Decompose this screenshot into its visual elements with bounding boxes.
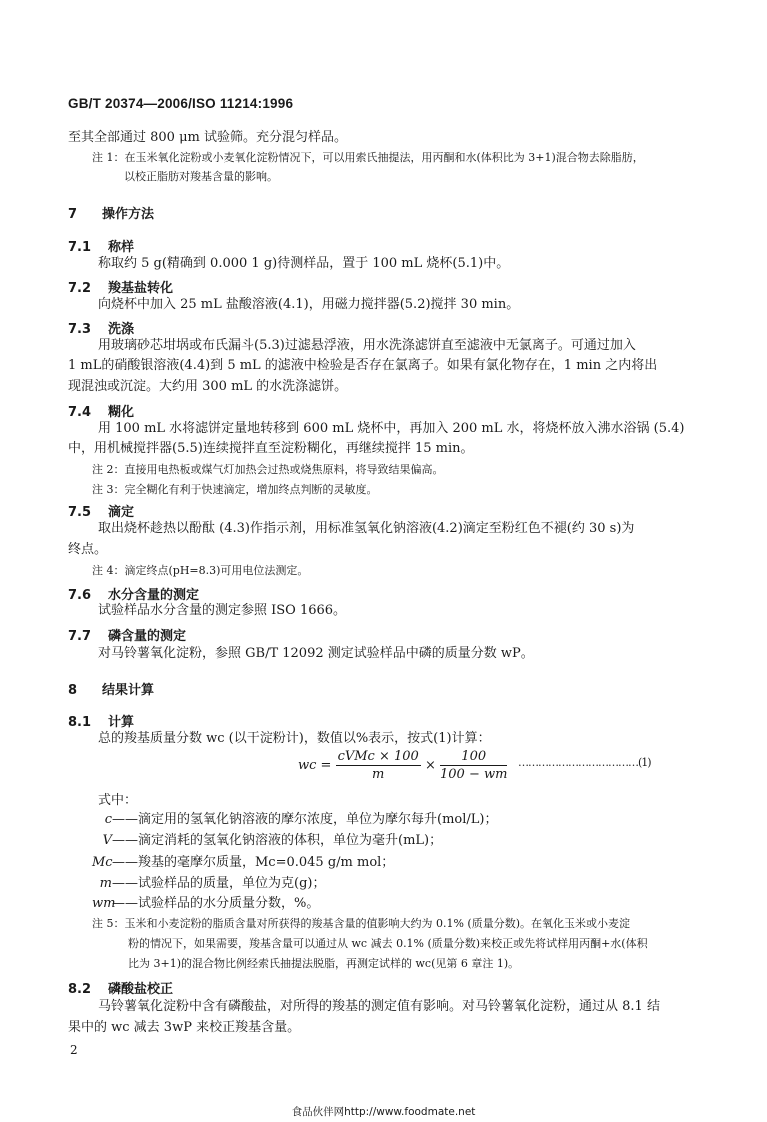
section-8-title: 结果计算 [102, 683, 155, 698]
formula-fraction-1-denominator: m [372, 767, 385, 782]
formula-1-equation-number: ………………………………(1) [518, 756, 651, 769]
standard-number-header: GB/T 20374—2006/ISO 11214:1996 [68, 96, 294, 111]
definition-c-symbol: c [104, 812, 112, 827]
section-7-3-heading [68, 318, 134, 337]
section-7-7-number: 7.7 [68, 629, 92, 644]
section-7-7-heading [68, 625, 186, 644]
section-7-3-line-3: 现混浊或沉淀。大约用 300 mL 的水洗涤滤饼。 [68, 379, 348, 394]
section-7-2-number: 7.2 [68, 281, 92, 296]
section-7-4-number: 7.4 [68, 405, 92, 420]
section-7-2-heading [68, 277, 173, 296]
section-7-title: 操作方法 [102, 207, 155, 222]
definition-wm [92, 894, 319, 914]
section-7-3-number: 7.3 [68, 322, 92, 337]
formula-fraction-1 [336, 749, 421, 782]
formula-fraction-2-numerator: 100 [440, 749, 507, 766]
section-7-4-heading [68, 401, 134, 420]
section-7-4-line-2: 中，用机械搅拌器(5.5)连续搅拌直至淀粉糊化，再继续搅拌 15 min。 [68, 441, 474, 456]
section-7-heading [68, 203, 154, 222]
section-8-1-title: 计算 [108, 715, 135, 730]
section-8-1-text: 总的羧基质量分数 wc (以干淀粉计)，数值以%表示，按式(1)计算： [98, 731, 491, 746]
note-2: 注 2：直接用电热板或煤气灯加热会过热或烧焦原料，将导致结果偏高。 [92, 463, 444, 476]
section-7-1-text: 称取约 5 g(精确到 0.000 1 g)待测样品，置于 100 mL 烧杯(5.1)中。 [98, 256, 510, 271]
section-8-number: 8 [68, 683, 78, 698]
note-4: 注 4：滴定终点(pH=8.3)可用电位法测定。 [92, 564, 309, 577]
section-8-2-heading [68, 978, 173, 997]
definition-c [92, 810, 497, 830]
section-8-1-number: 8.1 [68, 715, 92, 730]
definition-v-symbol: V [102, 833, 112, 848]
section-8-2-title: 磷酸盐校正 [108, 982, 174, 997]
note-5-line-b: 粉的情况下，如果需要，羧基含量可以通过从 wc 减去 0.1% (质量分数)来校正或先将试样用丙酮+水(体积 [128, 937, 648, 950]
definition-m [92, 874, 325, 894]
section-7-4-title: 糊化 [108, 405, 135, 420]
section-7-5-title: 滴定 [108, 505, 135, 520]
section-7-1-title: 称样 [108, 240, 135, 255]
formula-fraction-2-denominator: 100 − wm [440, 767, 508, 782]
formula-times: × [424, 758, 436, 773]
definition-v-text: ——滴定消耗的氢氧化钠溶液的体积，单位为毫升(mL)； [112, 833, 443, 848]
section-8-2-line-1: 马铃薯氧化淀粉中含有磷酸盐，对所得的羧基的测定值有影响。对马铃薯氧化淀粉，通过从 8.1 结 [98, 999, 660, 1014]
note-1-line-a: 注 1：在玉米氧化淀粉或小麦氧化淀粉情况下，可以用索氏抽提法，用丙酮和水(体积比为 3+1)混合物去除脂肪， [92, 151, 644, 164]
section-7-5-number: 7.5 [68, 505, 92, 520]
section-7-2-text: 向烧杯中加入 25 mL 盐酸溶液(4.1)，用磁力搅拌器(5.2)搅拌 30 min。 [98, 297, 520, 312]
definition-wm-symbol: wm [92, 896, 116, 911]
section-7-number: 7 [68, 207, 78, 222]
definition-wm-text: ——试验样品的水分质量分数，%。 [112, 896, 320, 911]
section-7-6-title: 水分含量的测定 [108, 588, 200, 603]
section-7-7-title: 磷含量的测定 [108, 629, 187, 644]
definition-m-text: ——试验样品的质量，单位为克(g)； [112, 876, 326, 891]
section-7-1-number: 7.1 [68, 240, 92, 255]
section-7-6-text: 试验样品水分含量的测定参照 ISO 1666。 [98, 603, 347, 618]
section-8-heading [68, 679, 154, 698]
note-5-line-c: 比为 3+1)的混合物比例经索氏抽提法脱脂，再测定试样的 wc(见第 6 章注 1)。 [128, 957, 520, 970]
definition-m-symbol: m [99, 876, 112, 891]
section-7-4-line-1: 用 100 mL 水将滤饼定量地转移到 600 mL 烧杯中，再加入 200 mL 水，将烧杯放入沸水浴锅 (5.4) [98, 421, 685, 436]
section-7-1-heading [68, 236, 134, 255]
formula-lhs: wc = [298, 758, 332, 773]
section-7-3-line-2: 1 mL的硝酸银溶液(4.4)到 5 mL 的滤液中检验是否存在氯离子。如果有氯化物存在，1 min 之内将出 [68, 358, 658, 373]
formula-where-label: 式中： [98, 793, 138, 808]
intro-line: 至其全部通过 800 μm 试验筛。充分混匀样品。 [68, 130, 347, 145]
note-1-line-b: 以校正脂肪对羧基含量的影响。 [124, 170, 278, 183]
page-number: 2 [70, 1043, 78, 1057]
section-8-2-number: 8.2 [68, 982, 92, 997]
formula-fraction-1-numerator: cVMc × 100 [337, 749, 419, 764]
note-5-line-a: 注 5：玉米和小麦淀粉的脂质含量对所获得的羧基含量的值影响大约为 0.1% (质量分数)。在氧化玉米或小麦淀 [92, 917, 631, 930]
section-7-5-heading [68, 501, 134, 520]
definition-c-text: ——滴定用的氢氧化钠溶液的摩尔浓度，单位为摩尔每升(mol/L)； [112, 812, 498, 827]
section-8-2-line-2: 果中的 wc 减去 3wP 来校正羧基含量。 [68, 1020, 301, 1035]
definition-v [92, 831, 442, 851]
section-8-1-heading [68, 711, 134, 730]
section-7-5-line-2: 终点。 [68, 542, 108, 557]
section-7-6-number: 7.6 [68, 588, 92, 603]
formula-1 [298, 749, 507, 782]
formula-fraction-2 [440, 749, 507, 782]
footer-watermark: 食品伙伴网http://www.foodmate.net [291, 1106, 476, 1118]
section-7-3-title: 洗涤 [108, 322, 135, 337]
definition-mc [92, 853, 394, 873]
section-7-3-line-1: 用玻璃砂芯坩埚或布氏漏斗(5.3)过滤悬浮液，用水洗涤滤饼直至滤液中无氯离子。可通过加入 [98, 338, 636, 353]
note-3: 注 3：完全糊化有利于快速滴定，增加终点判断的灵敏度。 [92, 483, 378, 496]
section-7-5-line-1: 取出烧杯趁热以酚酞 (4.3)作指示剂，用标准氢氧化钠溶液(4.2)滴定至粉红色不褪(约 30 s)为 [98, 521, 635, 536]
section-7-2-title: 羧基盐转化 [108, 281, 174, 296]
section-7-7-text: 对马铃薯氧化淀粉，参照 GB/T 12092 测定试验样品中磷的质量分数 wP。 [98, 646, 534, 661]
definition-mc-text: ——羧基的毫摩尔质量，Mc=0.045 g/m mol； [112, 855, 395, 870]
definition-mc-symbol: Mc [92, 855, 113, 870]
